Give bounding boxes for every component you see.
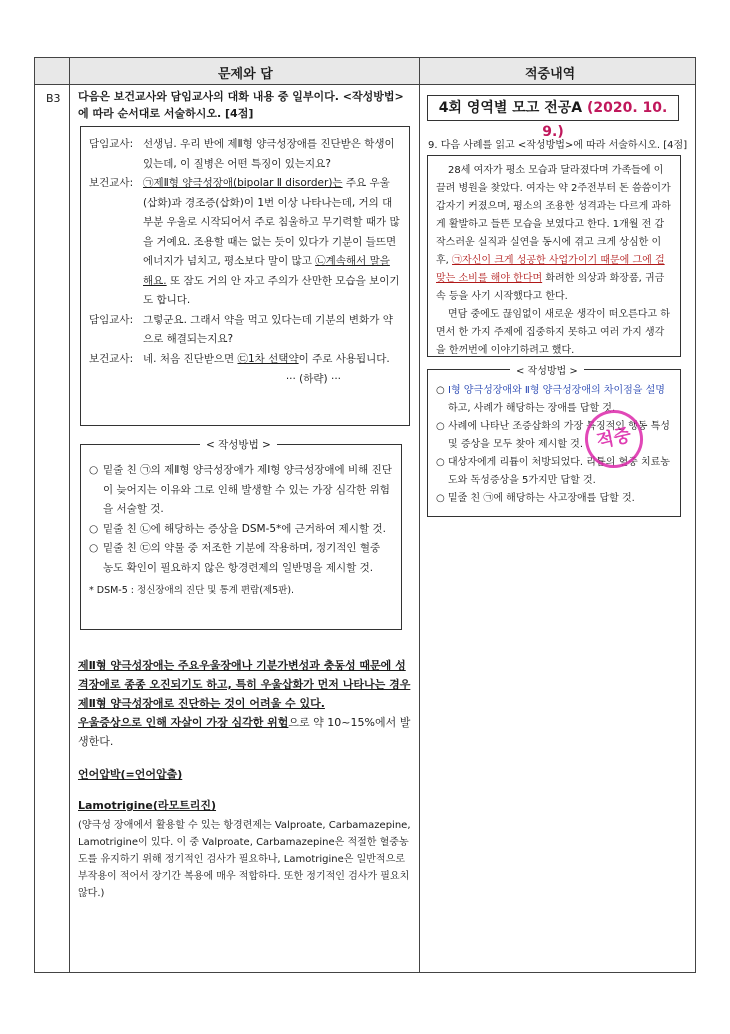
hit-method-title: < 작성방법 >: [510, 362, 584, 377]
column-divider: [69, 58, 70, 972]
method-item: ○ 밑줄 친 ㉢의 약물 중 저조한 기분에 작용하며, 정기적인 혈중 농도 확인이 필요하지 않은 항경련제의 일반명을 제시할 것.: [89, 542, 381, 574]
case-paragraph: 면담 중에도 끊임없이 새로운 생각이 떠오른다고 하면서 한 가지 주제에 집중하지 못하고 여러 가지 생각을 한꺼번에 이야기하려고 했다.: [436, 309, 670, 356]
answer-explanation: (양극성 장애에서 활용할 수 있는 항경련제는 Valproate, Carbamazepine, Lamotrigine이 있다. 이 중 Valproate, Carbamazepine은 적절한 혈중농도를 유지하기 위해 정기적인 검사가 필요하나, Lamotrigine은 일반적으로 부작용이 적어서 장기간 복용에 매우 적합하다. 또한 정기적인 검사가 필요치 않다.): [78, 820, 411, 899]
dialog-box: [80, 126, 410, 426]
underlined-phrase-c: ㉢1차 선택약: [237, 352, 299, 365]
table-header: [35, 58, 695, 85]
answer-symptom: 언어압박(=언어압출): [78, 768, 183, 781]
dialog-text: 그렇군요. 그래서 약을 먹고 있다는데 기분의 변화가 약으로 해결되는지요?: [143, 313, 393, 345]
dialog-line: [89, 174, 401, 311]
hit-method-item: ○ 대상자에게 리튬이 처방되었다. 리튬의 혈중 치료농도와 독성증상을 5가지만 답할 것.: [436, 457, 670, 486]
method-item: ○ 밑줄 친 ㉡에 해당하는 증상을 DSM-5*에 근거하여 제시할 것.: [89, 522, 386, 535]
method-title: < 작성방법 >: [200, 437, 277, 452]
header-question-answer: 문제와 답: [218, 67, 273, 82]
answer-risk: 우울증상으로 인해 자살이 가장 심각한 위험으로 약 10~15%에서 발생한다.: [78, 716, 411, 748]
underlined-phrase-a: ㉠제Ⅱ형 양극성장애(bipolar Ⅱ disorder)는: [143, 177, 343, 189]
case-paragraph: 28세 여자가 평소 모습과 달라졌다며 가족들에 이끌려 병원을 찾았다. 여자는 약 2주전부터 돈 씀씀이가 갑자기 커졌으며, 평소의 조용한 성격과는 다르게 과하게 활발하고 들뜬 모습을 보였다고 한다. 1개월 전 갑작스러운 실직과 실연을 동시에 겪고 크게 상심한 이후, ㉠자신이 크게 성공한 사업가이기 때문에 그에 걸 맞는 소비를 해야 한다며 화려한 의상과 화장품, 귀금속 등을 사기 시작했다고 한다.: [436, 165, 671, 302]
header-hit-record: 적중내역: [525, 67, 576, 82]
dialog-text: 이 주로 사용됩니다.: [298, 352, 390, 365]
method-item: ○ 밑줄 친 ㉠의 제Ⅱ형 양극성장애가 제Ⅰ형 양극성장애에 비해 진단이 늦어지는 이유와 그로 인해 발생할 수 있는 가장 심각한 위험을 서술할 것.: [89, 464, 392, 515]
speaker-label: 담임교사:: [89, 138, 134, 150]
hit-question: 9. 다음 사례를 읽고 <작성방법>에 따라 서술하시오. [4점]: [428, 140, 688, 151]
answer-drug: Lamotrigine(라모트리진): [78, 799, 217, 812]
case-underline: ㉠자신이 크게 성공한 사업가이기 때문에 그에 걸 맞는 소비를 해야 한다며: [436, 255, 665, 284]
speaker-label: 담임교사:: [89, 313, 134, 326]
hit-method-item: ○ 밑줄 친 ㉠에 해당하는 사고장애를 답할 것.: [436, 493, 635, 504]
dialog-text: 선생님. 우리 반에 제Ⅱ형 양극성장애를 진단받은 학생이 있는데, 이 질병은 어떤 특징이 있는지요?: [143, 138, 395, 170]
underlined-phrase-b: ㉡계속해서 말을 해요.: [143, 255, 390, 287]
hit-date: (2020. 10. 9.): [542, 100, 668, 140]
case-box: [427, 155, 681, 357]
question-prompt: 다음은 보건교사와 담임교사의 대화 내용 중 일부이다. <작성방법>에 따라 순서대로 서술하시오. [4점]: [78, 90, 404, 120]
dialog-text: 네. 처음 진단받으면: [143, 352, 238, 365]
method-box: [80, 444, 402, 630]
hit-method-item: ○ 사례에 나타난 조증삽화의 가장 특징적인 행동 특성 및 증상을 모두 찾아 제시할 것.: [436, 421, 670, 450]
dialog-line: [89, 311, 401, 350]
dialog-line: [89, 135, 401, 174]
speaker-label: 보건교사:: [89, 352, 134, 365]
hit-method-item: ○ Ⅰ형 양극성장애와 Ⅱ형 양극성장애의 차이점을 설명하고, 사례가 해당하는 장애를 답할 것.: [436, 385, 665, 414]
hit-stamp: 적중: [580, 405, 649, 474]
column-divider: [419, 58, 420, 972]
dialog-text: 주요 우울(삽화)과 경조증(삽화)이 1번 이상 나타나는데, 거의 대부분 우울로 시작되어서 주로 침울하고 무기력할 때가 많을 거예요. 조용할 때는 없는 듯이 있다가 기분이 들뜨면 에너지가 넘치고, 평소보다 말이 많고: [143, 177, 400, 267]
question-number: B3: [46, 92, 61, 105]
speaker-label: 보건교사:: [89, 177, 134, 189]
footnote: * DSM-5 : 정신장애의 진단 및 통계 편람(제5판).: [89, 585, 295, 596]
answer-block: [78, 656, 414, 902]
ellipsis-text: ··· (하략) ···: [285, 373, 341, 385]
dialog-text: 또 잠도 거의 안 자고 주의가 산만한 모습을 보이기도 합니다.: [143, 274, 400, 306]
hit-title: 4회 영역별 모고 전공A: [438, 100, 583, 116]
hit-title-box: [427, 95, 679, 140]
dialog-line: [89, 350, 401, 370]
answer-reason: 제Ⅱ형 양극성장애는 주요우울장애나 기분가변성과 충동성 때문에 성격장애로 종종 오진되기도 하고, 특히 우울삽화가 먼저 나타나는 경우 제Ⅱ형 양극성장애로 진단하는 것이 어려울 수 있다.: [78, 659, 411, 710]
